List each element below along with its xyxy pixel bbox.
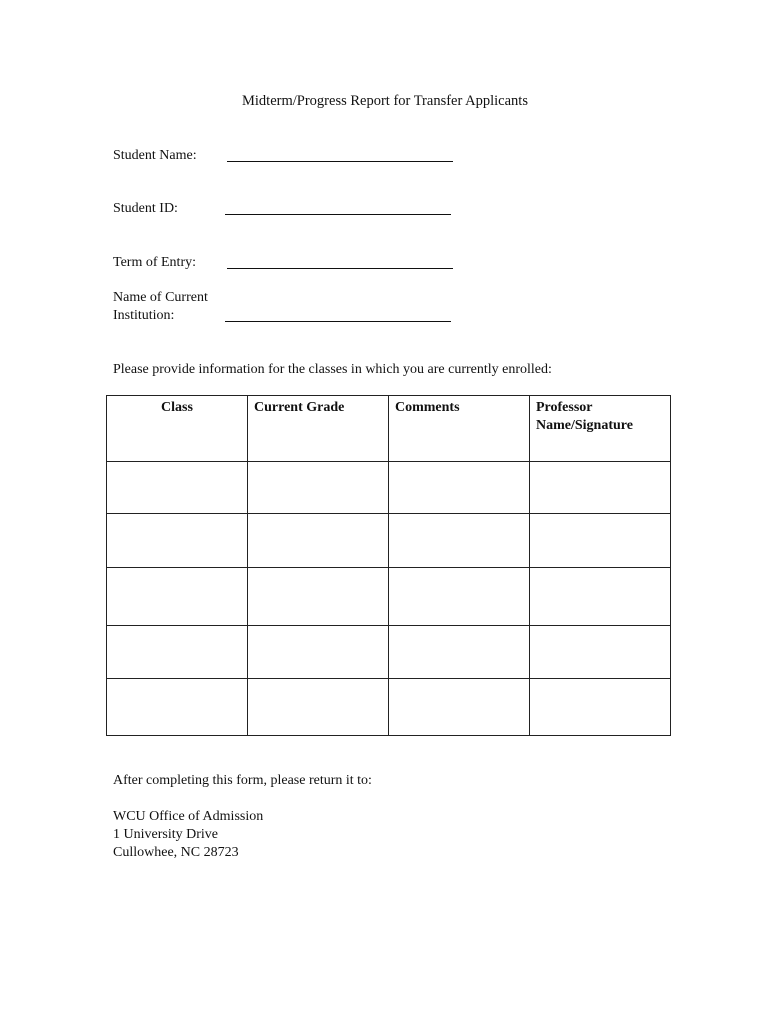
cell-class[interactable] [107,514,248,568]
header-class: Class [107,396,248,462]
table-row [107,626,671,679]
cell-current-grade[interactable] [248,462,389,514]
cell-current-grade[interactable] [248,568,389,626]
institution-line[interactable] [225,321,451,322]
table-row [107,462,671,514]
address-line-1: WCU Office of Admission [113,809,264,824]
cell-professor[interactable] [530,626,671,679]
cell-professor[interactable] [530,514,671,568]
table-intro-text: Please provide information for the classes in which you are currently enrolled: [113,362,552,377]
cell-professor[interactable] [530,679,671,736]
header-comments: Comments [389,396,530,462]
classes-table [106,395,671,736]
cell-comments[interactable] [389,626,530,679]
table-row [107,679,671,736]
institution-label-line2: Institution: [113,308,175,323]
student-id-label: Student ID: [113,201,178,216]
cell-comments[interactable] [389,462,530,514]
form-title: Midterm/Progress Report for Transfer Applicants [242,93,528,109]
cell-current-grade[interactable] [248,514,389,568]
cell-class[interactable] [107,679,248,736]
cell-comments[interactable] [389,514,530,568]
table-row [107,568,671,626]
table-header-row [107,396,671,462]
return-instruction: After completing this form, please return it to: [113,773,372,788]
student-id-line[interactable] [225,214,451,215]
header-professor: Professor Name/Signature [530,396,671,462]
term-of-entry-label: Term of Entry: [113,255,196,270]
cell-current-grade[interactable] [248,626,389,679]
student-name-label: Student Name: [113,148,197,163]
cell-current-grade[interactable] [248,679,389,736]
address-line-3: Cullowhee, NC 28723 [113,845,239,860]
header-current-grade: Current Grade [248,396,389,462]
institution-label-line1: Name of Current [113,290,208,305]
cell-class[interactable] [107,626,248,679]
term-of-entry-line[interactable] [227,268,453,269]
table-row [107,514,671,568]
student-name-line[interactable] [227,161,453,162]
cell-comments[interactable] [389,568,530,626]
address-line-2: 1 University Drive [113,827,218,842]
cell-professor[interactable] [530,462,671,514]
cell-class[interactable] [107,568,248,626]
cell-class[interactable] [107,462,248,514]
cell-professor[interactable] [530,568,671,626]
cell-comments[interactable] [389,679,530,736]
